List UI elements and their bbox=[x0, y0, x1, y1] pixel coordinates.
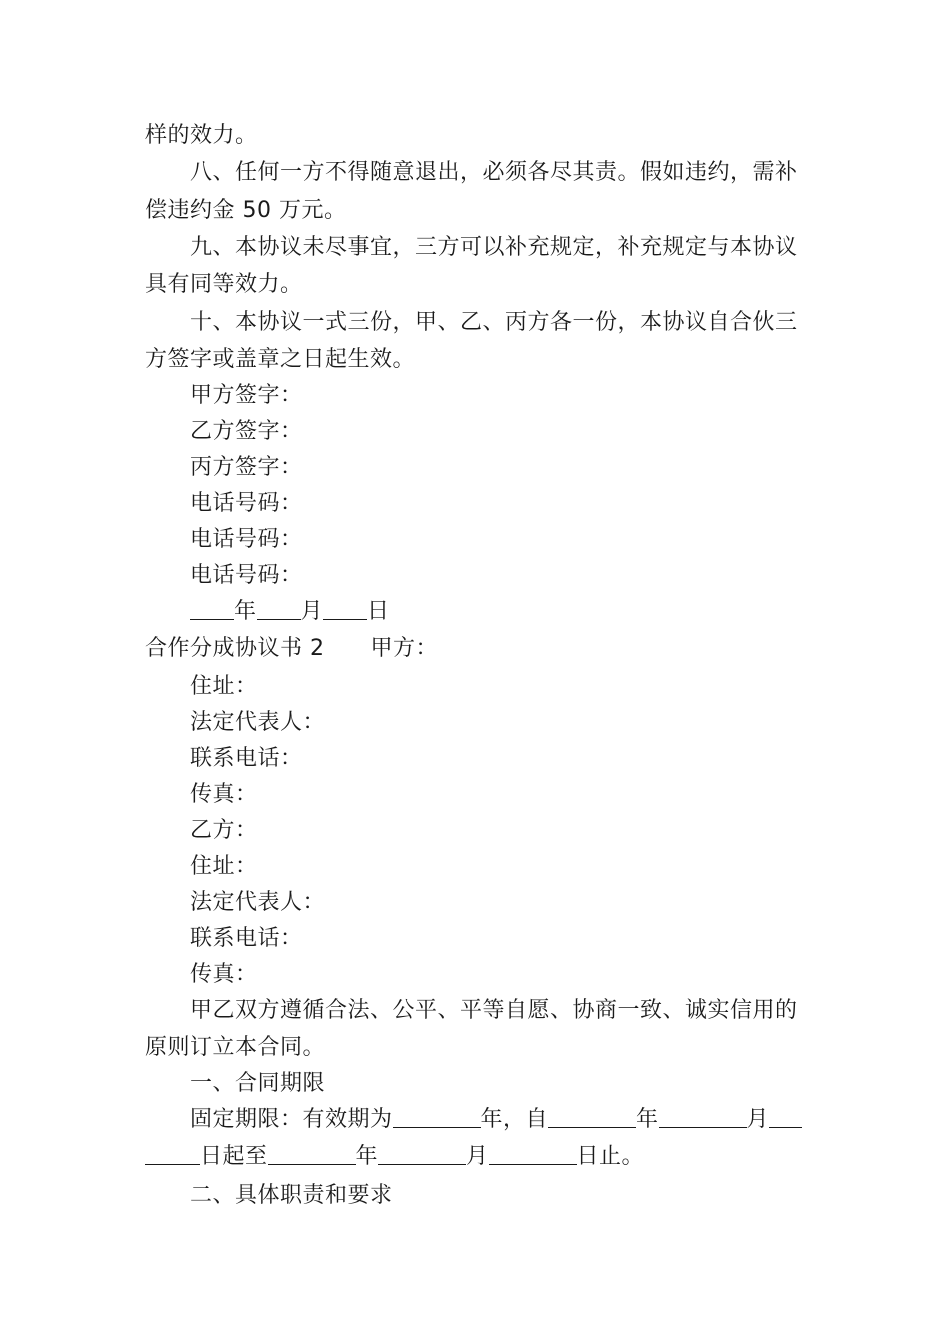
phone-label: 电话号码： bbox=[190, 563, 303, 588]
blank-line bbox=[769, 1105, 802, 1128]
party-a-label: 甲方： bbox=[370, 636, 439, 661]
party-a-signature-label: 甲方签字： bbox=[190, 383, 303, 408]
blank-line bbox=[548, 1105, 636, 1128]
term-text: 日止。 bbox=[576, 1144, 645, 1169]
party-b-signature-label: 乙方签字： bbox=[190, 419, 303, 444]
month-label: 月 bbox=[300, 599, 324, 624]
paragraph-line: 具有同等效力。 bbox=[145, 272, 303, 297]
blank-line bbox=[378, 1142, 466, 1165]
legal-rep-label: 法定代表人： bbox=[190, 890, 326, 915]
fax-label: 传真： bbox=[190, 962, 258, 987]
term-text: 月 bbox=[466, 1144, 489, 1169]
clause-eight: 八、任何一方不得随意退出，必须各尽其责。假如违约，需补 bbox=[190, 160, 798, 185]
date-line bbox=[190, 597, 855, 627]
year-label: 年 bbox=[234, 599, 257, 624]
blank-line bbox=[145, 1142, 200, 1165]
term-line bbox=[145, 1142, 810, 1172]
principles-paragraph: 甲乙双方遵循合法、公平、平等自愿、协商一致、诚实信用的 bbox=[190, 998, 798, 1023]
section-heading: 一、合同期限 bbox=[190, 1071, 326, 1096]
fax-label: 传真： bbox=[190, 782, 258, 807]
section-title-line bbox=[145, 634, 810, 664]
phone-label: 电话号码： bbox=[190, 527, 303, 552]
blank-line bbox=[393, 1105, 481, 1128]
paragraph-line: 原则订立本合同。 bbox=[145, 1035, 326, 1060]
blank-line bbox=[323, 597, 367, 620]
legal-rep-label: 法定代表人： bbox=[190, 710, 326, 735]
section-heading: 二、具体职责和要求 bbox=[190, 1183, 393, 1208]
paragraph-line: 样的效力。 bbox=[145, 123, 258, 148]
term-text: 月 bbox=[746, 1107, 770, 1132]
term-line bbox=[190, 1105, 855, 1135]
term-text: 年 bbox=[355, 1144, 379, 1169]
clause-ten: 十、本协议一式三份，甲、乙、丙方各一份，本协议自合伙三 bbox=[190, 310, 798, 335]
party-b-label: 乙方： bbox=[190, 818, 258, 843]
contact-phone-label: 联系电话： bbox=[190, 746, 303, 771]
term-text: 年，自 bbox=[480, 1107, 549, 1132]
phone-label: 电话号码： bbox=[190, 491, 303, 516]
blank-line bbox=[489, 1142, 577, 1165]
paragraph-line: 偿违约金 50 万元。 bbox=[145, 198, 347, 223]
address-label: 住址： bbox=[190, 854, 258, 879]
clause-nine: 九、本协议未尽事宜，三方可以补充规定，补充规定与本协议 bbox=[190, 235, 798, 260]
document-title: 合作分成协议书 2 bbox=[145, 636, 325, 661]
party-c-signature-label: 丙方签字： bbox=[190, 455, 303, 480]
blank-line bbox=[659, 1105, 747, 1128]
blank-line bbox=[190, 597, 234, 620]
blank-line bbox=[268, 1142, 356, 1165]
day-label: 日 bbox=[367, 599, 390, 624]
paragraph-line: 方签字或盖章之日起生效。 bbox=[145, 347, 416, 372]
blank-line bbox=[257, 597, 301, 620]
term-text: 年 bbox=[636, 1107, 659, 1132]
term-text: 日起至 bbox=[200, 1144, 268, 1169]
address-label: 住址： bbox=[190, 674, 258, 699]
term-text: 固定期限：有效期为 bbox=[190, 1107, 393, 1132]
contact-phone-label: 联系电话： bbox=[190, 926, 303, 951]
